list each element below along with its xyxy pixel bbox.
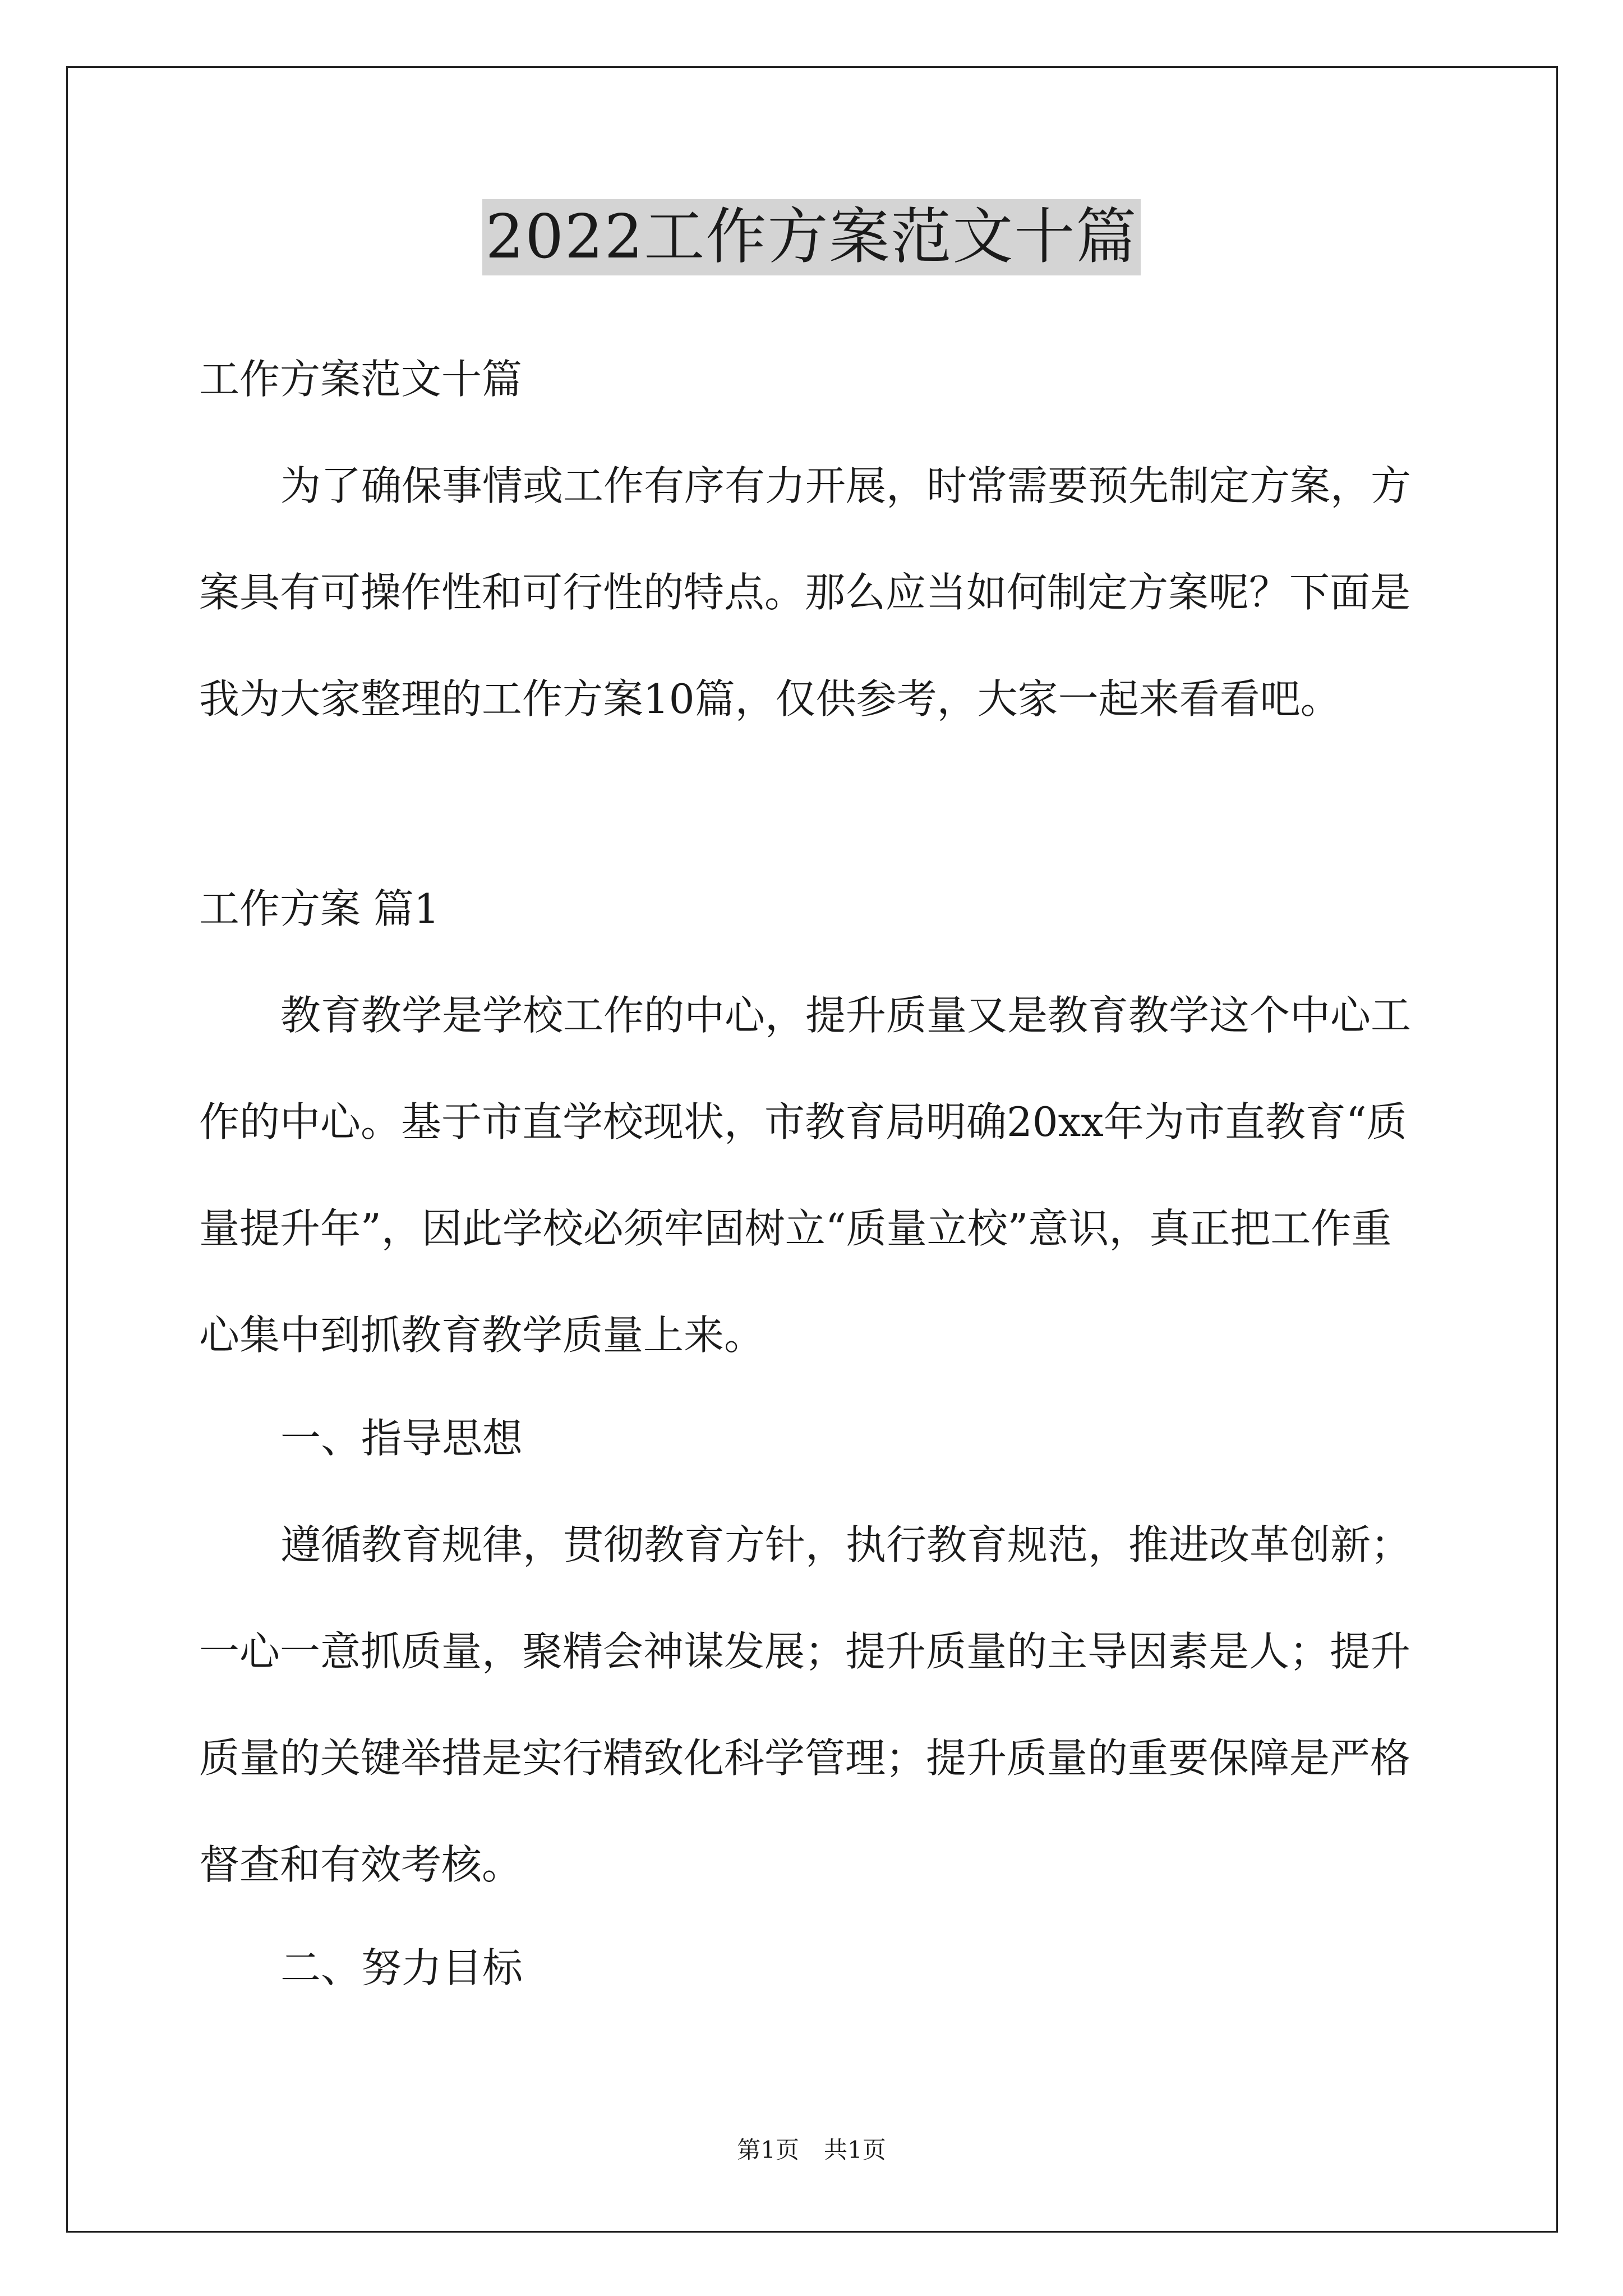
page-total: 共1页 [824,2136,886,2164]
page-number: 第1页 [737,2136,799,2164]
intro-line: 我为大家整理的工作方案10篇，仅供参考，大家一起来看看吧。 [199,675,1341,723]
section-intro-line: 作的中心。基于市直学校现状，市教育局明确20xx年为市直教育“质 [199,1098,1407,1145]
section-heading [199,882,1424,936]
intro-line: 案具有可操作性和可行性的特点。那么应当如何制定方案呢？下面是 [199,569,1411,616]
heading-guiding-ideas-text: 一、指导思想 [280,1415,523,1462]
heading-goals-text: 二、努力目标 [280,1944,523,1991]
section-intro-paragraph [199,988,1424,1362]
guiding-line: 一心一意抓质量，聚精会神谋发展；提升质量的主导因素是人；提升 [199,1628,1411,1675]
section-intro-line: 量提升年”，因此学校必须牢固树立“质量立校”意识，真正把工作重 [199,1205,1392,1252]
subtitle [199,352,1424,406]
page-footer [0,2134,1623,2166]
heading-guiding-ideas [199,1411,1424,1465]
document-title: 2022工作方案范文十篇 [482,199,1141,275]
section-heading-text: 工作方案 篇1 [199,885,440,932]
guiding-line: 遵循教育规律，贯彻教育方针，执行教育规范，推进改革创新； [280,1521,1412,1568]
guiding-line: 质量的关键举措是实行精致化科学管理；提升质量的重要保障是严格 [199,1734,1411,1782]
heading-goals [199,1941,1424,1995]
guiding-line: 督查和有效考核。 [199,1841,523,1888]
section-intro-line: 心集中到抓教育教学质量上来。 [199,1312,765,1359]
guiding-paragraph [199,1518,1424,1892]
subtitle-line: 工作方案范文十篇 [199,356,523,403]
title-wrap [0,199,1623,275]
intro-paragraph [199,459,1424,726]
intro-line: 为了确保事情或工作有序有力开展，时常需要预先制定方案，方 [280,462,1412,509]
section-intro-line: 教育教学是学校工作的中心，提升质量又是教育教学这个中心工 [280,992,1412,1039]
